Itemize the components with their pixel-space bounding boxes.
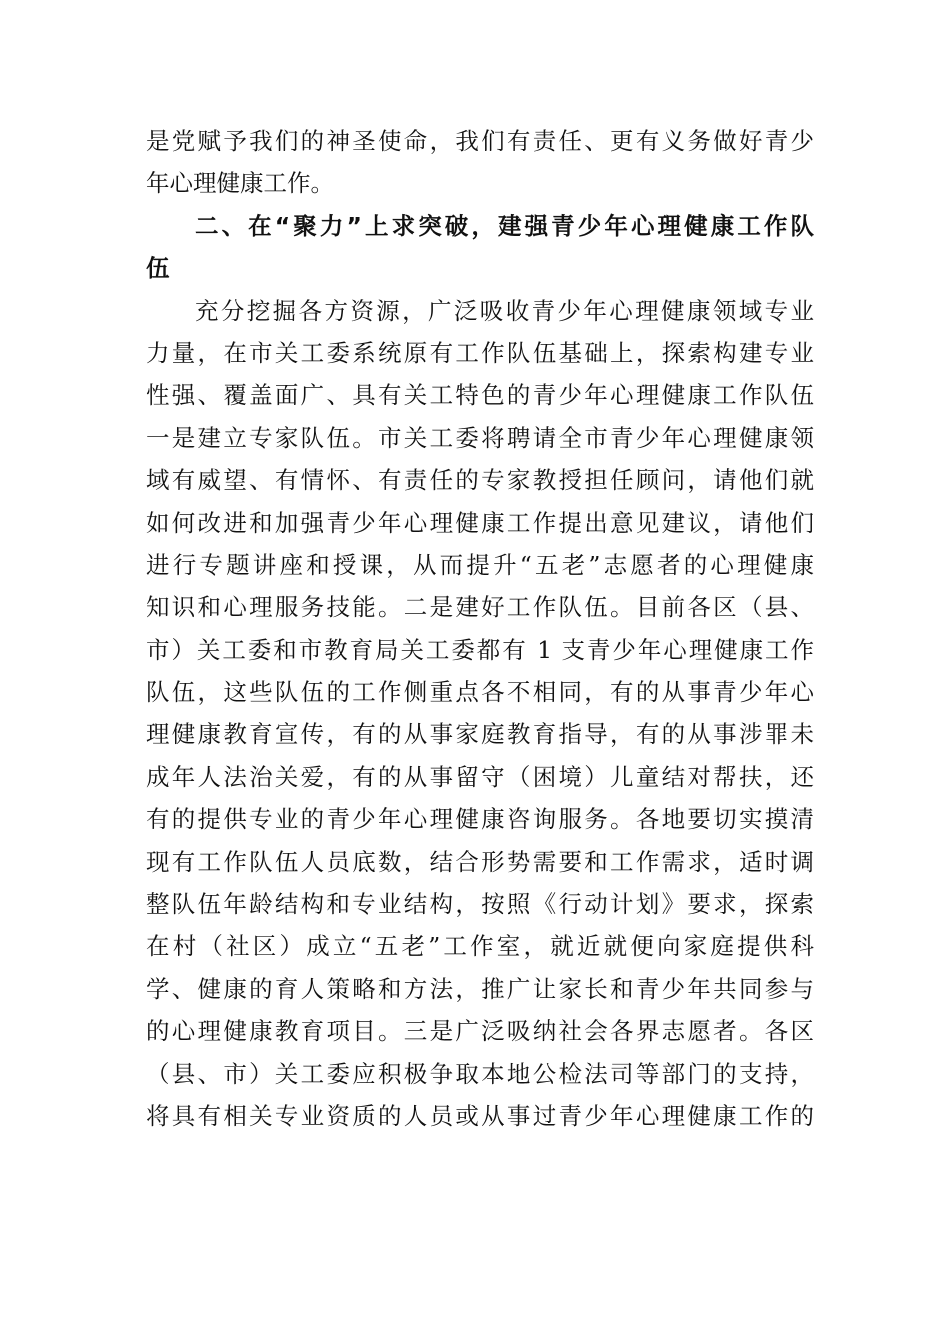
text-line: 知识和心理服务技能。二是建好工作队伍。目前各区（县、 [146, 593, 814, 622]
text-line: 理健康教育宣传，有的从事家庭教育指导，有的从事涉罪未 [146, 720, 814, 749]
text-line: （县、市）关工委应积极争取本地公检法司等部门的支持， [146, 1059, 814, 1088]
text-line: 成年人法治关爱，有的从事留守（困境）儿童结对帮扶，还 [146, 762, 814, 791]
text-line: 的心理健康教育项目。三是广泛吸纳社会各界志愿者。各区 [146, 1017, 814, 1046]
text-line: 在村（社区）成立“五老”工作室，就近就便向家庭提供科 [146, 932, 814, 961]
text-line: 队伍，这些队伍的工作侧重点各不相同，有的从事青少年心 [146, 678, 814, 707]
text-line: 市）关工委和市教育局关工委都有 1 支青少年心理健康工作 [146, 635, 814, 664]
text-line: 现有工作队伍人员底数，结合形势需要和工作需求，适时调 [146, 847, 814, 876]
text-line: 年心理健康工作。 [146, 169, 334, 198]
text-line: 进行专题讲座和授课，从而提升“五老”志愿者的心理健康 [146, 550, 814, 579]
section-heading-line: 二、在“聚力”上求突破，建强青少年心理健康工作队 [195, 211, 814, 240]
text-line: 有的提供专业的青少年心理健康咨询服务。各地要切实摸清 [146, 805, 814, 834]
body-text [146, 120, 814, 1137]
text-line: 充分挖掘各方资源，广泛吸收青少年心理健康领域专业 [195, 296, 814, 325]
text-line: 如何改进和加强青少年心理健康工作提出意见建议，请他们 [146, 508, 814, 537]
text-line: 学、健康的育人策略和方法，推广让家长和青少年共同参与 [146, 974, 814, 1003]
text-line: 力量，在市关工委系统原有工作队伍基础上，探索构建专业 [146, 338, 814, 367]
text-line: 是党赋予我们的神圣使命，我们有责任、更有义务做好青少 [146, 127, 814, 155]
text-line: 整队伍年龄结构和专业结构，按照《行动计划》要求，探索 [146, 890, 814, 919]
text-line: 将具有相关专业资质的人员或从事过青少年心理健康工作的 [146, 1101, 814, 1130]
text-line: 性强、覆盖面广、具有关工特色的青少年心理健康工作队伍 [146, 381, 814, 410]
text-line: 一是建立专家队伍。市关工委将聘请全市青少年心理健康领 [146, 423, 814, 452]
section-heading-line: 伍 [146, 254, 170, 283]
text-line: 域有威望、有情怀、有责任的专家教授担任顾问，请他们就 [146, 466, 814, 495]
